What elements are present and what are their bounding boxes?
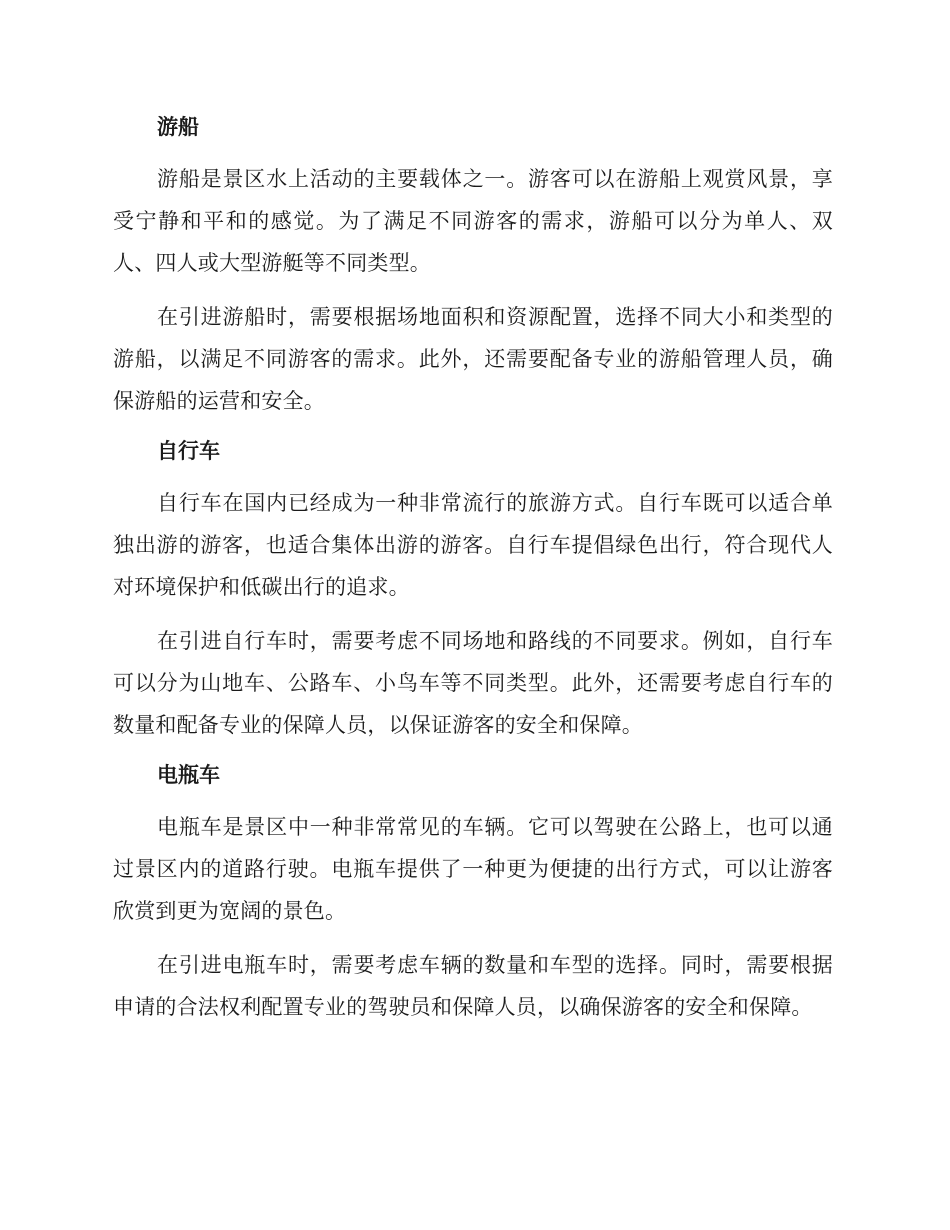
section-heading: 电瓶车 [157, 763, 220, 787]
document-body [113, 110, 833, 1040]
section-bicycle [113, 434, 833, 746]
paragraph: 在引进游船时，需要根据场地面积和资源配置，选择不同大小和类型的游船，以满足不同游客的需求。此外，还需要配备专业的游船管理人员，确保游船的运营和安全。 [113, 305, 833, 413]
section-heading: 游船 [157, 115, 199, 139]
paragraph: 自行车在国内已经成为一种非常流行的旅游方式。自行车既可以适合单独出游的游客，也适合集体出游的游客。自行车提倡绿色出行，符合现代人对环境保护和低碳出行的追求。 [113, 491, 833, 599]
section-electric-cart [113, 758, 833, 1028]
paragraph: 游船是景区水上活动的主要载体之一。游客可以在游船上观赏风景，享受宁静和平和的感觉。为了满足不同游客的需求，游船可以分为单人、双人、四人或大型游艇等不同类型。 [113, 167, 833, 275]
paragraph: 在引进电瓶车时，需要考虑车辆的数量和车型的选择。同时，需要根据申请的合法权利配置专业的驾驶员和保障人员，以确保游客的安全和保障。 [113, 953, 833, 1019]
section-heading: 自行车 [157, 439, 220, 463]
section-boat [113, 110, 833, 422]
paragraph: 在引进自行车时，需要考虑不同场地和路线的不同要求。例如，自行车可以分为山地车、公路车、小鸟车等不同类型。此外，还需要考虑自行车的数量和配备专业的保障人员，以保证游客的安全和保障。 [113, 629, 833, 737]
paragraph: 电瓶车是景区中一种非常常见的车辆。它可以驾驶在公路上，也可以通过景区内的道路行驶。电瓶车提供了一种更为便捷的出行方式，可以让游客欣赏到更为宽阔的景色。 [113, 815, 833, 923]
